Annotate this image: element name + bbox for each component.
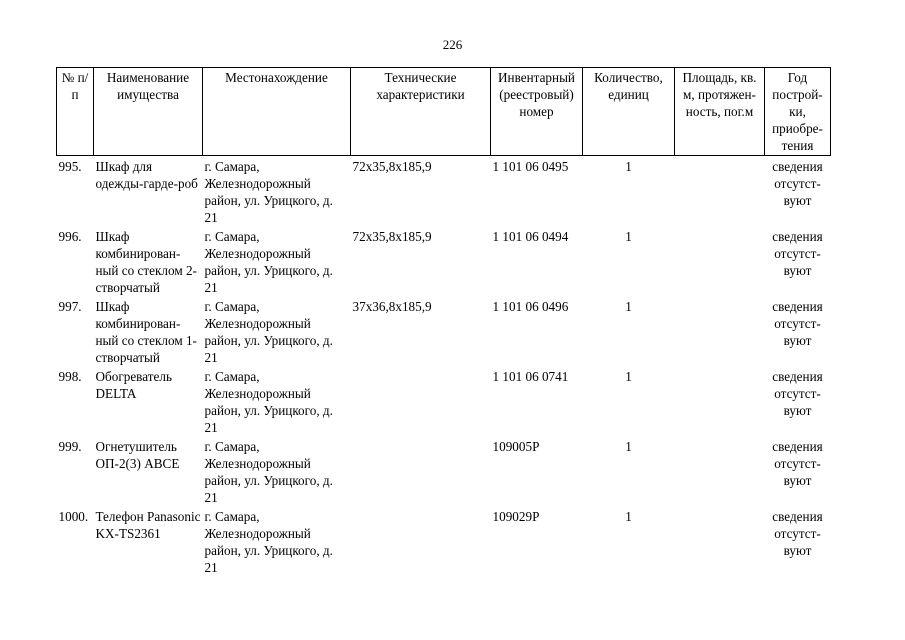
- table-row: [57, 436, 831, 506]
- area: [675, 436, 765, 506]
- inventory-number: 109029Р: [492, 509, 540, 524]
- area: [675, 506, 765, 576]
- inventory-number: 1 101 06 0495: [492, 159, 569, 174]
- table-row: [57, 156, 831, 227]
- property-name: Огнетушитель ОП-2(3) АВСЕ: [95, 439, 180, 471]
- quantity: 1: [625, 439, 632, 454]
- property-name: Шкаф комбинирован-ный со стеклом 2-створчатый: [95, 229, 197, 295]
- area: [675, 226, 765, 296]
- technical-specs: [351, 506, 491, 576]
- property-location: г. Самара, Железнодорожный район, ул. Урицкого, д. 21: [204, 509, 333, 575]
- property-name: Обогреватель DELTA: [95, 369, 172, 401]
- header-area: Площадь, кв. м, протяжен-ность, пог.м: [675, 68, 765, 156]
- row-number: 998.: [58, 369, 82, 384]
- area: [675, 156, 765, 227]
- table-header-row: [57, 68, 831, 156]
- header-location: Местонахождение: [203, 68, 351, 156]
- inventory-number: 1 101 06 0741: [492, 369, 569, 384]
- quantity: 1: [625, 299, 632, 314]
- row-number: 996.: [58, 229, 82, 244]
- area: [675, 296, 765, 366]
- year: сведения отсутст-вуют: [772, 159, 823, 208]
- property-location: г. Самара, Железнодорожный район, ул. Урицкого, д. 21: [204, 229, 333, 295]
- property-location: г. Самара, Железнодорожный район, ул. Урицкого, д. 21: [204, 299, 333, 365]
- row-number: 999.: [58, 439, 82, 454]
- table-row: [57, 226, 831, 296]
- row-number: 995.: [58, 159, 82, 174]
- inventory-number: 109005Р: [492, 439, 540, 454]
- quantity: 1: [625, 509, 632, 524]
- inventory-number: 1 101 06 0496: [492, 299, 569, 314]
- header-quantity: Количество, единиц: [583, 68, 675, 156]
- page-number: 226: [442, 37, 463, 52]
- year: сведения отсутст-вуют: [772, 439, 823, 488]
- table-row: [57, 366, 831, 436]
- header-row-number: № п/п: [57, 68, 94, 156]
- header-year: Год построй-ки, приобре-тения: [765, 68, 831, 156]
- quantity: 1: [625, 229, 632, 244]
- technical-specs: 72х35,8х185,9: [352, 159, 432, 174]
- year: сведения отсутст-вуют: [772, 299, 823, 348]
- technical-specs: 72х35,8х185,9: [352, 229, 432, 244]
- property-registry-table: [56, 67, 831, 576]
- table-row: [57, 296, 831, 366]
- header-technical-specs: Технические характеристики: [351, 68, 491, 156]
- row-number: 997.: [58, 299, 82, 314]
- quantity: 1: [625, 159, 632, 174]
- technical-specs: [351, 436, 491, 506]
- technical-specs: 37х36,8х185,9: [352, 299, 432, 314]
- property-location: г. Самара, Железнодорожный район, ул. Урицкого, д. 21: [204, 159, 333, 225]
- year: сведения отсутст-вуют: [772, 369, 823, 418]
- property-name: Шкаф комбинирован-ный со стеклом 1-створчатый: [95, 299, 197, 365]
- row-number: 1000.: [58, 509, 89, 524]
- table-row: [57, 506, 831, 576]
- year: сведения отсутст-вуют: [772, 229, 823, 278]
- property-location: г. Самара, Железнодорожный район, ул. Урицкого, д. 21: [204, 439, 333, 505]
- property-name: Телефон Panasonic KX-TS2361: [95, 509, 201, 541]
- quantity: 1: [625, 369, 632, 384]
- property-location: г. Самара, Железнодорожный район, ул. Урицкого, д. 21: [204, 369, 333, 435]
- technical-specs: [351, 366, 491, 436]
- inventory-number: 1 101 06 0494: [492, 229, 569, 244]
- header-inventory-number: Инвентарный (реестровый) номер: [491, 68, 583, 156]
- year: сведения отсутст-вуют: [772, 509, 823, 558]
- area: [675, 366, 765, 436]
- header-property-name: Наименование имущества: [94, 68, 203, 156]
- property-name: Шкаф для одежды-гарде-роб: [95, 159, 198, 191]
